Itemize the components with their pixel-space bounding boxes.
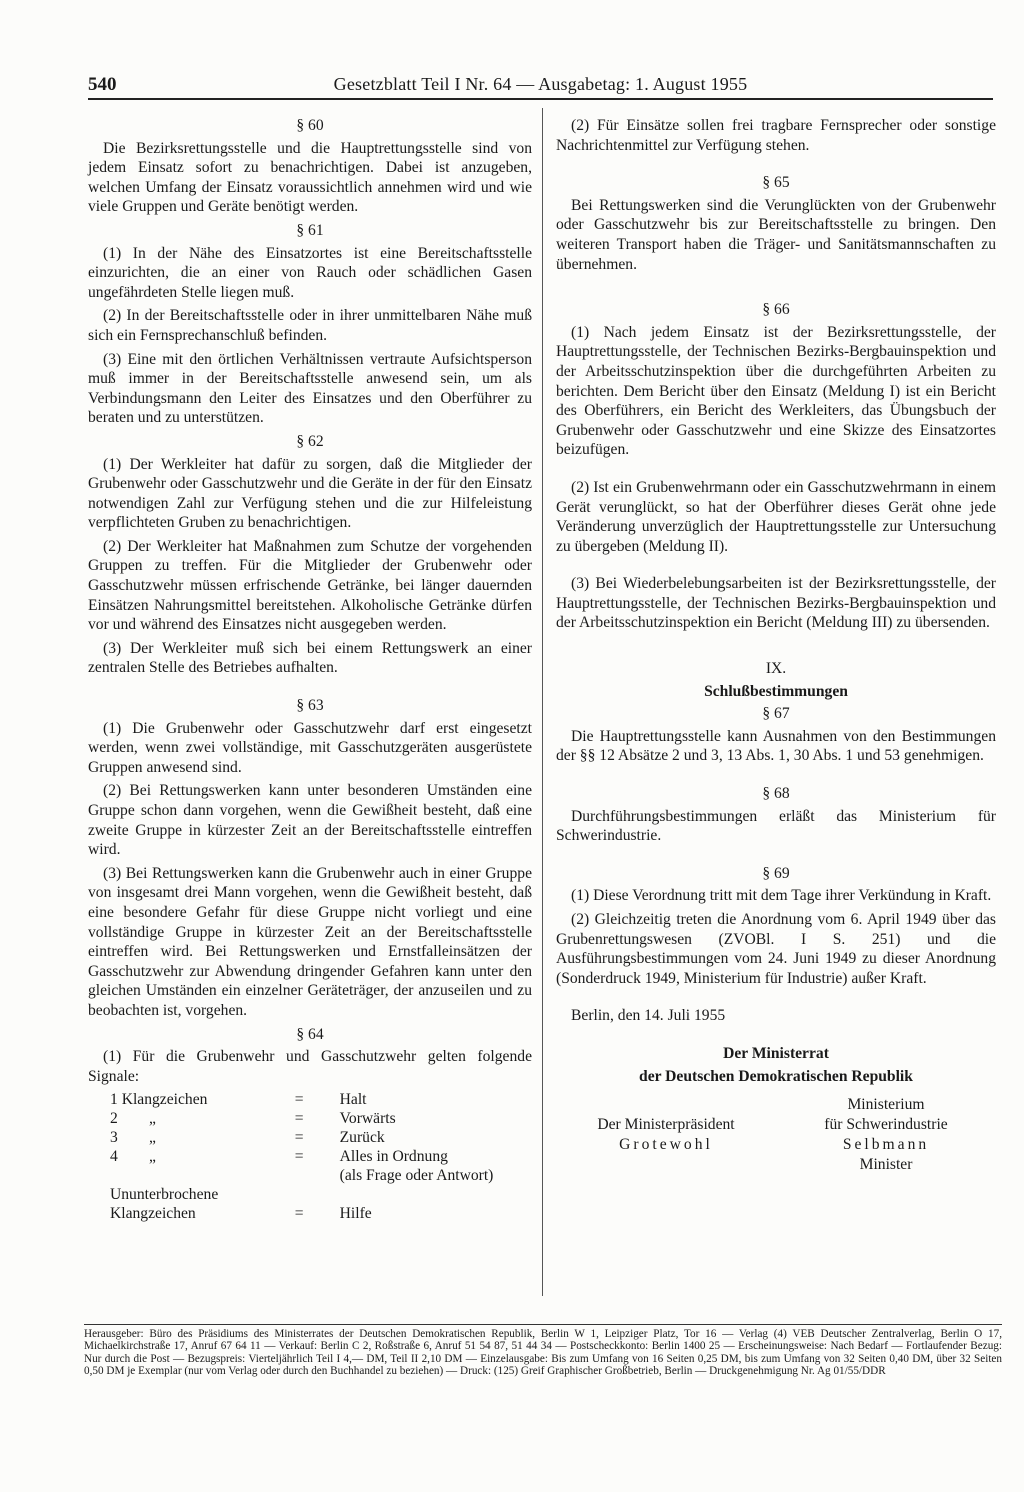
- part-number: IX.: [765, 660, 787, 678]
- section-67-heading: § 67: [762, 705, 790, 723]
- section-63-paragraph-1: (1) Die Grubenwehr oder Gasschutzwehr darf erst eingesetzt werden, wenn zwei vollständige, mit Gasschutzgeräten ausgerüstete Gruppen anwesend sind.: [88, 719, 532, 776]
- section-65-heading: § 65: [762, 174, 790, 192]
- section-65-paragraph: Bei Rettungswerken sind die Verunglückten von der Grubenwehr oder Gasschutzwehr bis zur Bereitschaftsstelle zu bringen. Den weiteren Transport haben die Träger- und Sanitätsmannschaften zu übernehmen.: [556, 196, 996, 273]
- signal-meaning: [340, 1185, 532, 1204]
- part-title: Schlußbestimmungen: [704, 682, 848, 700]
- signal-equals: [295, 1166, 340, 1185]
- signal-row: [110, 1185, 532, 1204]
- signal-key: [110, 1166, 295, 1185]
- section-62-paragraph-2: (2) Der Werkleiter hat Maßnahmen zum Schutze der vorgehenden Gruppen zu treffen. Für die Mitglieder der Grubenwehr oder Gasschutzwehr müssen erfrischende Getränke, bei länger dauernden Einsätzen Nahrungsmittel bereitstehen. Alkoholische Getränke dürfen vor und während des Einsatzes nicht ausgegeben werden.: [88, 537, 532, 634]
- signature-left-role: Der Ministerpräsident: [597, 1116, 735, 1134]
- section-61-paragraph-3: (3) Eine mit den örtlichen Verhältnissen vertraute Aufsichtsperson muß immer in der Bereitschaftsstelle anwesend sein, um als Verbindungsmann den Leiter des Einsatzes und den Oberführer zu beraten und zu unterstützen.: [88, 350, 532, 427]
- signal-row: [110, 1166, 532, 1185]
- imprint-footer: Herausgeber: Büro des Präsidiums des Ministerrates der Deutschen Demokratischen Republik, Berlin W 1, Leipziger Platz, Tor 16 — Verlag (4) VEB Deutscher Zentralverlag, Berlin O 17, Michaelkirchstraße 17, Anruf 67 64 11 — Verkauf: Berlin C 2, Roßstraße 6, Anruf 51 54 87, 51 44 34 — Postscheckkonto: Berlin 1400 25 — Erscheinungsweise: Nach Bedarf — Fortlaufender Bezug: Nur durch die Post — Bezugspreis: Vierteljährlich Teil I 4,— DM, Teil II 2,10 DM — Einzelausgabe: Bis zum Umfang von 16 Seiten 0,25 DM, bis zum Umfang von 32 Seiten 0,40 DM, über 32 Seiten 0,50 DM je Exemplar (nur vom Verlag oder durch den Buchhandel zu beziehen) — Druck: (125) Greif Graphischer Großbetrieb, Berlin — Druckgenehmigung Nr. Ag 01/55/DDR: [84, 1324, 1002, 1378]
- section-61-heading: § 61: [296, 221, 324, 239]
- signal-equals: =: [294, 1129, 304, 1147]
- signal-row: [110, 1204, 532, 1223]
- signal-equals: =: [294, 1091, 304, 1109]
- section-66-heading: § 66: [762, 301, 790, 319]
- section-60-heading: § 60: [296, 117, 324, 134]
- section-69-paragraph-2: (2) Gleichzeitig treten die Anordnung vom 6. April 1949 über das Grubenrettungswesen (ZVOBl. I S. 251) und die Ausführungsbestimmungen vom 24. Juni 1949 zu dieser Anordnung (Sonderdruck 1949, Ministerium für Industrie) außer Kraft.: [556, 911, 996, 987]
- signal-row: [110, 1147, 532, 1166]
- section-66-paragraph-3: (3) Bei Wiederbelebungsarbeiten ist der Bezirksrettungsstelle, der Hauptrettungsstelle, der Technischen Bezirks-Bergbauinspektion und der Arbeitsschutzinspektion ein Bericht (Meldung III) zu übersenden.: [556, 575, 996, 632]
- signature-right-role-2: für Schwerindustrie: [824, 1116, 948, 1134]
- signal-key: 1 Klangzeichen: [110, 1091, 208, 1109]
- signal-key: 3 „: [110, 1129, 156, 1147]
- section-61-paragraph-1: (1) In der Nähe des Einsatzortes ist eine Bereitschaftsstelle einzurichten, die an einer von Rauch oder schädlichen Gasen ungefährdeten Stelle liegen muß.: [88, 244, 532, 301]
- signal-equals: =: [294, 1205, 304, 1223]
- signal-key: Klangzeichen: [110, 1205, 196, 1223]
- council-line-1: Der Ministerrat: [723, 1044, 829, 1062]
- signature-right-role-1: Ministerium: [847, 1096, 925, 1114]
- signature-block: [556, 1095, 996, 1175]
- section-68-paragraph: Durchführungsbestimmungen erläßt das Ministerium für Schwerindustrie.: [556, 807, 996, 845]
- signals-table: [110, 1090, 532, 1223]
- left-column: [88, 116, 532, 1223]
- page-header: [88, 72, 993, 100]
- section-63-paragraph-3: (3) Bei Rettungswerken kann die Grubenwehr auch in einer Gruppe von insgesamt drei Mann vorgehen, wenn die Gewißheit besteht, daß eine besondere Gefahr für diese Gruppe nicht vorliegt und eine vollständige Gruppe in kürzester Zeit an der Bereitschaftsstelle eintreffen wird. Bei Rettungswerken und Ernstfalleinsätzen der Gasschutzwehr zur Abwendung dringender Gefahren kann unter den gleichen Umständen ein einzelner Geräteträger, der anzuseilen und zu beobachten ist, vorgehen.: [88, 864, 532, 1019]
- signal-meaning: Hilfe: [339, 1205, 372, 1223]
- signal-meaning: Halt: [339, 1091, 367, 1109]
- signal-equals: =: [294, 1148, 304, 1166]
- section-68-heading: § 68: [762, 785, 790, 803]
- section-62-paragraph-1: (1) Der Werkleiter hat dafür zu sorgen, daß die Mitglieder der Grubenwehr oder Gasschutzwehr und die Geräte in der für den Einsatz notwendigen Zahl zur Verfügung stehen und die zur Hilfeleistung verpflichteten Gruben zu benachrichtigen.: [88, 455, 532, 532]
- place-and-date: Berlin, den 14. Juli 1955: [571, 1007, 726, 1025]
- signature-left: [556, 1095, 776, 1175]
- signal-meaning: (als Frage oder Antwort): [339, 1167, 494, 1185]
- signal-key: 4 „: [110, 1148, 156, 1166]
- signature-right: [776, 1095, 996, 1175]
- section-62-heading: § 62: [296, 432, 324, 450]
- section-61-paragraph-2: (2) In der Bereitschaftsstelle oder in ihrer unmittelbaren Nähe muß sich ein Fernsprechanschluß befinden.: [88, 307, 532, 344]
- section-62-paragraph-3: (3) Der Werkleiter muß sich bei einem Rettungswerk an einer zentralen Stelle des Betriebes aufhalten.: [88, 639, 532, 677]
- signal-row: [110, 1128, 532, 1147]
- council-line-2: der Deutschen Demokratischen Republik: [639, 1067, 913, 1085]
- signal-equals: =: [294, 1110, 304, 1128]
- section-60-paragraph: Die Bezirksrettungsstelle und die Hauptrettungsstelle sind von jedem Einsatz sofort zu benachrichtigen. Dabei ist anzugeben, welchen Umfang der Einsatz voraussichtlich annehmen wird und wie viele Gruppen und Geräte benötigt werden.: [88, 139, 532, 216]
- signal-meaning: Zurück: [339, 1129, 385, 1147]
- section-69-paragraph-1: (1) Diese Verordnung tritt mit dem Tage ihrer Verkündung in Kraft.: [571, 887, 992, 905]
- section-63-paragraph-2: (2) Bei Rettungswerken kann unter besonderen Umständen eine Gruppe schon dann vorgehen, wenn die Gewißheit besteht, daß eine zweite Gruppe in kürzester Zeit an der Bereitschaftsstelle eintreffen wird.: [88, 782, 532, 859]
- section-66-paragraph-2: (2) Ist ein Grubenwehrmann oder ein Gasschutzwehrmann in einem Gerät verunglückt, so hat der Oberführer dieses Gerät ohne jede Veränderung unverzüglich der Hauptrettungsstelle zur Untersuchung zu übergeben (Meldung II).: [556, 478, 996, 555]
- section-64-paragraph-1: (1) Für die Grubenwehr und Gasschutzwehr gelten folgende Signale:: [88, 1048, 532, 1085]
- signature-left-name: Grotewohl: [619, 1136, 713, 1154]
- header-title: Gesetzblatt Teil I Nr. 64 — Ausgabetag: 1. August 1955: [333, 74, 748, 94]
- right-column: [556, 116, 996, 1175]
- signal-equals: [295, 1185, 340, 1204]
- signal-key: Ununterbrochene: [110, 1186, 219, 1204]
- signature-right-name: Selbmann: [842, 1136, 930, 1154]
- section-66-paragraph-1: (1) Nach jedem Einsatz ist der Bezirksrettungsstelle, der Hauptrettungsstelle, der Technischen Bezirks-Bergbauinspektion und der Arbeitsschutzinspektion über die durchgeführten Arbeiten zu berichten. Dem Bericht über den Einsatz (Meldung I) ist ein Bericht des Oberführers, ein Bericht des Werkleiters, das Übungsbuch der Grubenwehr oder Gasschutzwehr und eine Skizze des Einsatzortes beizufügen.: [556, 323, 996, 459]
- section-63-heading: § 63: [296, 697, 324, 715]
- section-69-heading: § 69: [762, 864, 790, 882]
- page-number: 540: [88, 74, 117, 95]
- column-divider: [542, 108, 543, 1296]
- signal-row: [110, 1090, 532, 1109]
- signature-right-title: Minister: [859, 1156, 913, 1174]
- signal-meaning: Vorwärts: [339, 1110, 396, 1128]
- section-67-paragraph: Die Hauptrettungsstelle kann Ausnahmen von den Bestimmungen der §§ 12 Absätze 2 und 3, 13 Abs. 1, 30 Abs. 1 und 53 genehmigen.: [556, 727, 996, 765]
- signal-row: [110, 1109, 532, 1128]
- section-64-paragraph-2: (2) Für Einsätze sollen frei tragbare Fernsprecher oder sonstige Nachrichtenmittel zur Verfügung stehen.: [556, 117, 996, 154]
- section-64-heading: § 64: [296, 1025, 324, 1043]
- signal-key: 2 „: [110, 1110, 156, 1128]
- signal-meaning: Alles in Ordnung: [339, 1148, 448, 1166]
